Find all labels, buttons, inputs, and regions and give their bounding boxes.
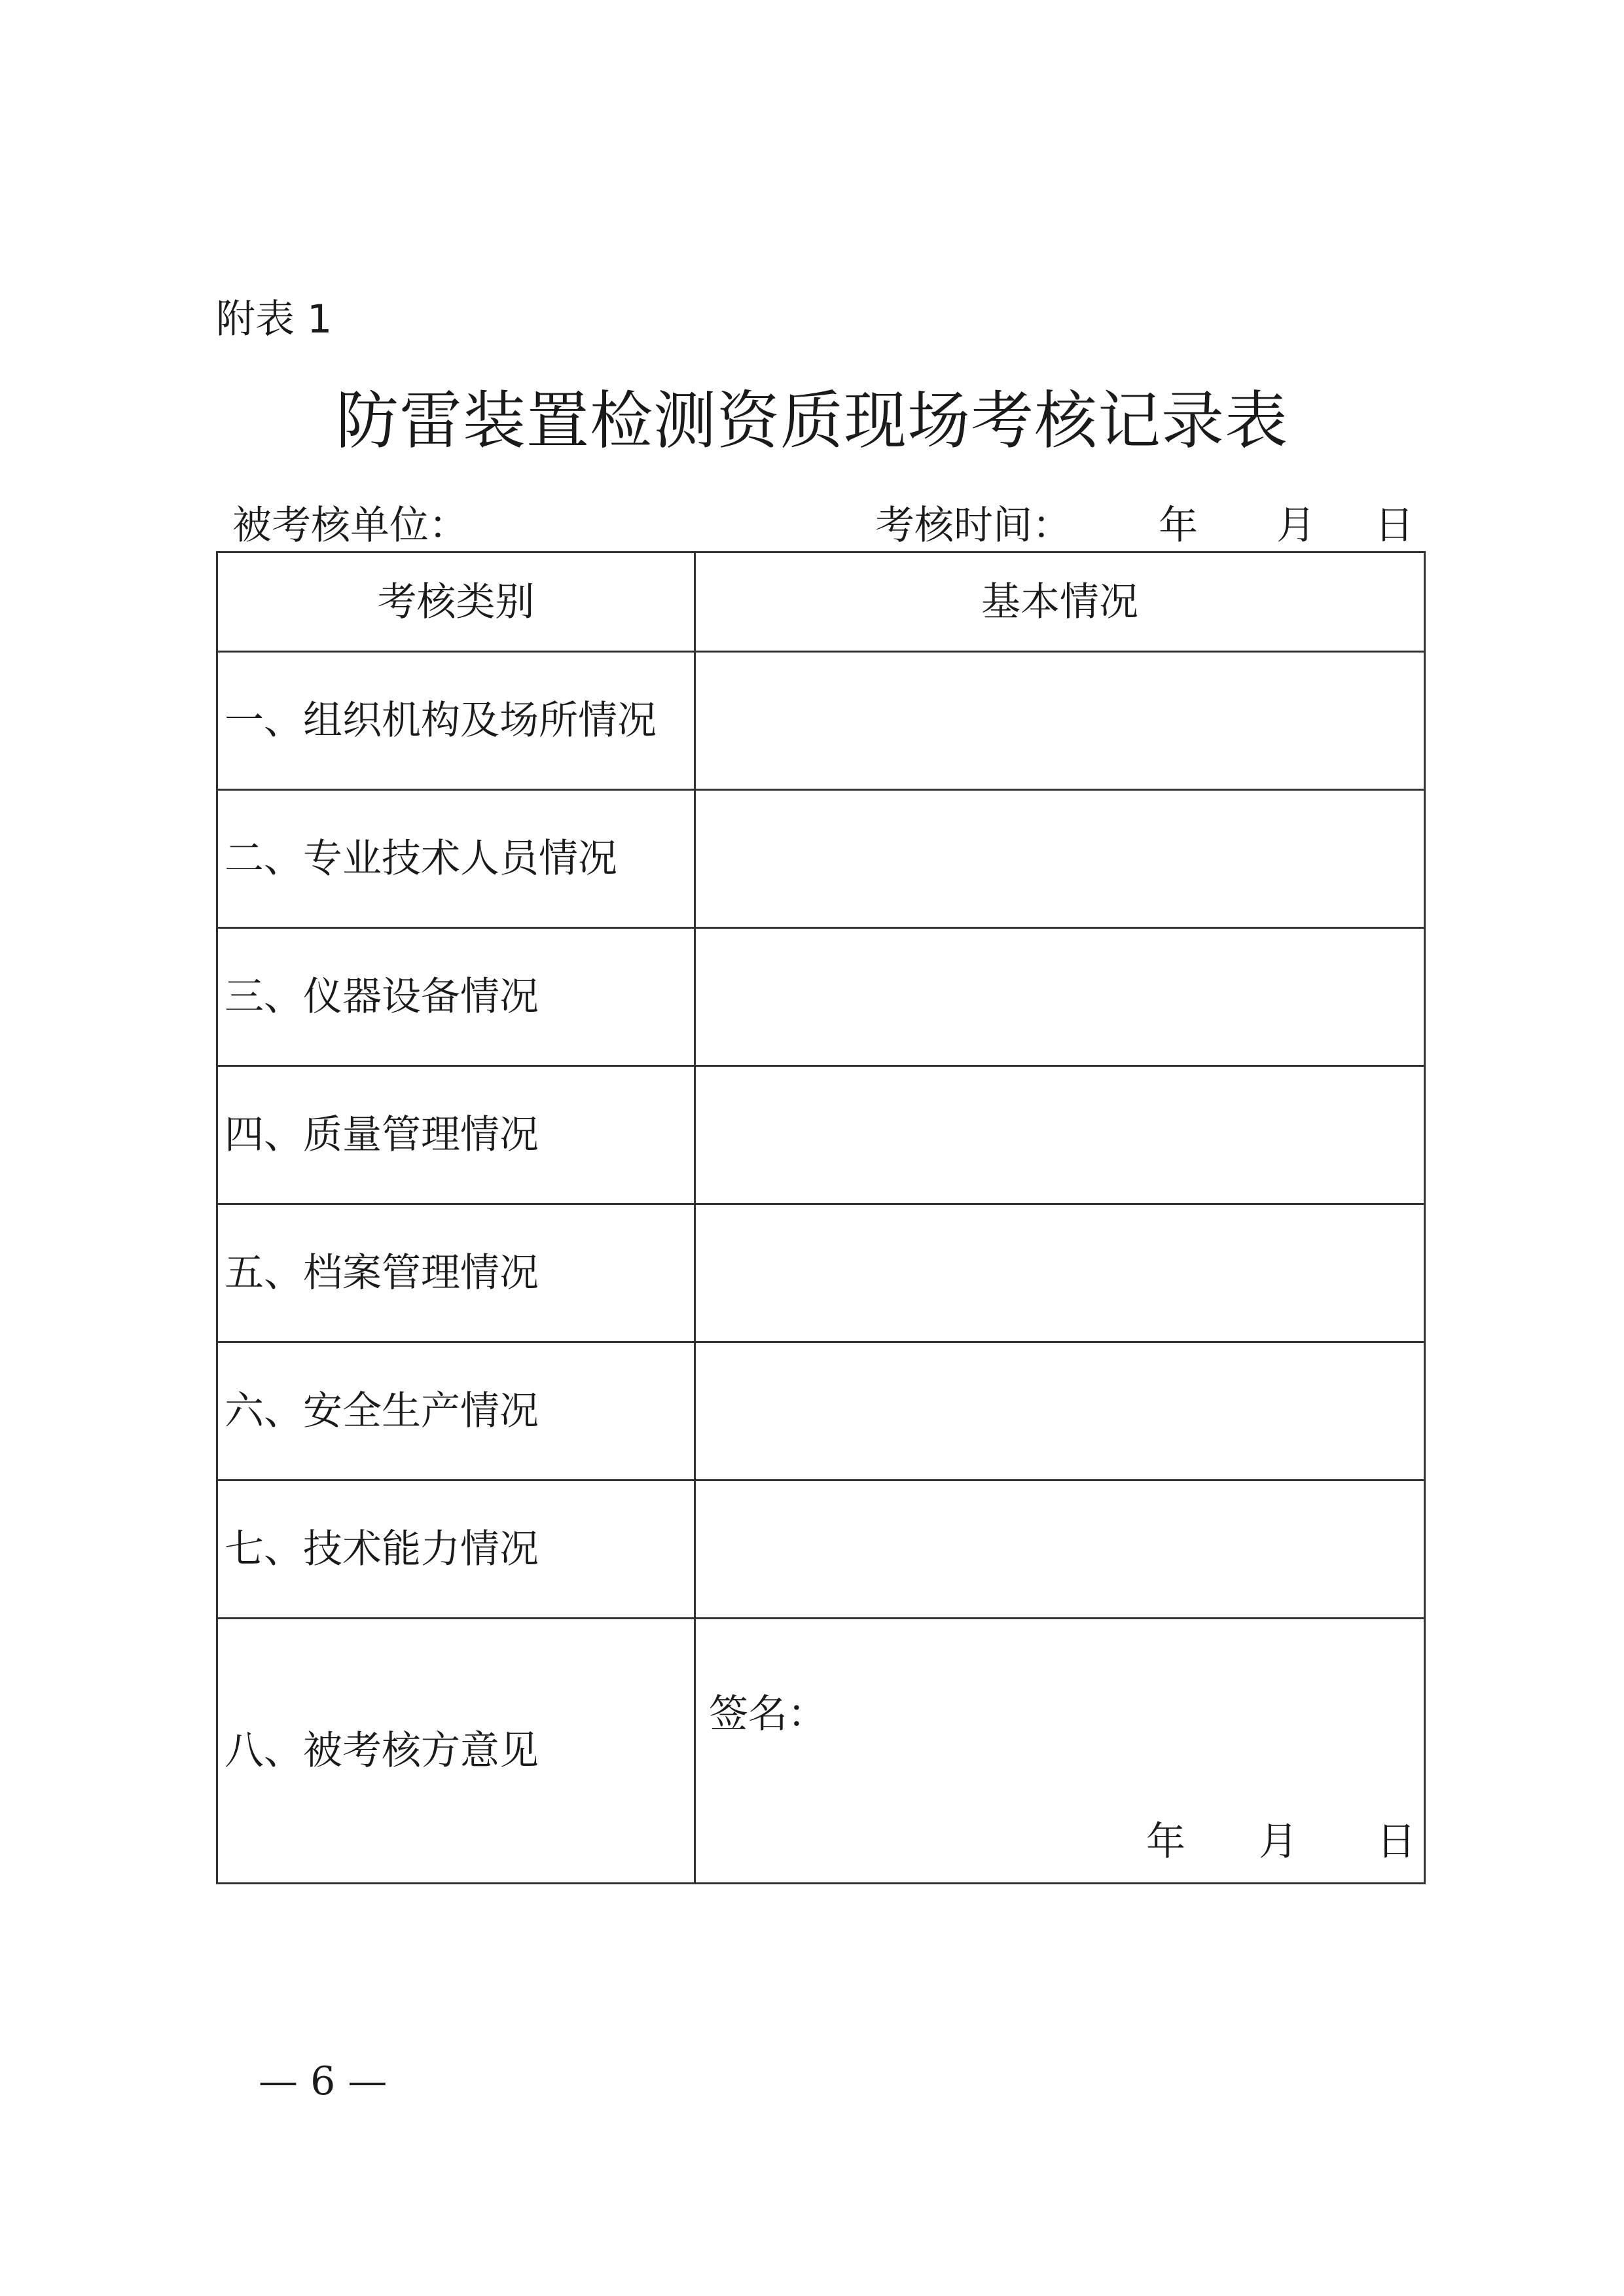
form-meta-row	[232, 496, 1428, 555]
category-cell: 二、专业技术人员情况	[217, 790, 695, 928]
assessed-unit-label: 被考核单位：	[232, 503, 468, 548]
assessment-record-table	[216, 551, 1426, 1884]
basic-info-cell[interactable]	[695, 1342, 1425, 1480]
basic-info-cell[interactable]	[695, 652, 1425, 790]
opinion-cell[interactable]	[695, 1619, 1425, 1884]
category-cell: 四、质量管理情况	[217, 1066, 695, 1204]
category-cell: 八、被考核方意见	[217, 1619, 695, 1884]
category-cell: 五、档案管理情况	[217, 1204, 695, 1342]
attachment-label: 附表 1	[216, 296, 333, 342]
month-label: 月	[1276, 503, 1316, 548]
year-label: 年	[1146, 1819, 1185, 1865]
day-label: 日	[1377, 1819, 1416, 1865]
table-row	[217, 1204, 1425, 1342]
year-label: 年	[1159, 503, 1198, 548]
table-row	[217, 1480, 1425, 1619]
table-row	[217, 928, 1425, 1066]
table-header-row	[217, 552, 1425, 652]
signature-date	[696, 1816, 1424, 1868]
basic-info-cell[interactable]	[695, 790, 1425, 928]
header-category: 考核类别	[217, 552, 695, 652]
category-cell: 七、技术能力情况	[217, 1480, 695, 1619]
table-row	[217, 652, 1425, 790]
page-title: 防雷装置检测资质现场考核记录表	[336, 384, 1288, 457]
month-label: 月	[1259, 1819, 1298, 1865]
basic-info-cell[interactable]	[695, 928, 1425, 1066]
signature-label: 签名：	[709, 1691, 827, 1737]
table-row	[217, 790, 1425, 928]
assessment-time-label: 考核时间：	[875, 503, 1072, 548]
category-cell: 一、组织机构及场所情况	[217, 652, 695, 790]
basic-info-cell[interactable]	[695, 1066, 1425, 1204]
basic-info-cell[interactable]	[695, 1480, 1425, 1619]
page-number: — 6 —	[259, 2058, 388, 2104]
category-cell: 三、仪器设备情况	[217, 928, 695, 1066]
category-cell: 六、安全生产情况	[217, 1342, 695, 1480]
header-basic-info: 基本情况	[695, 552, 1425, 652]
day-label: 日	[1375, 503, 1414, 548]
table-row	[217, 1342, 1425, 1480]
basic-info-cell[interactable]	[695, 1204, 1425, 1342]
opinion-row	[217, 1619, 1425, 1884]
table-row	[217, 1066, 1425, 1204]
